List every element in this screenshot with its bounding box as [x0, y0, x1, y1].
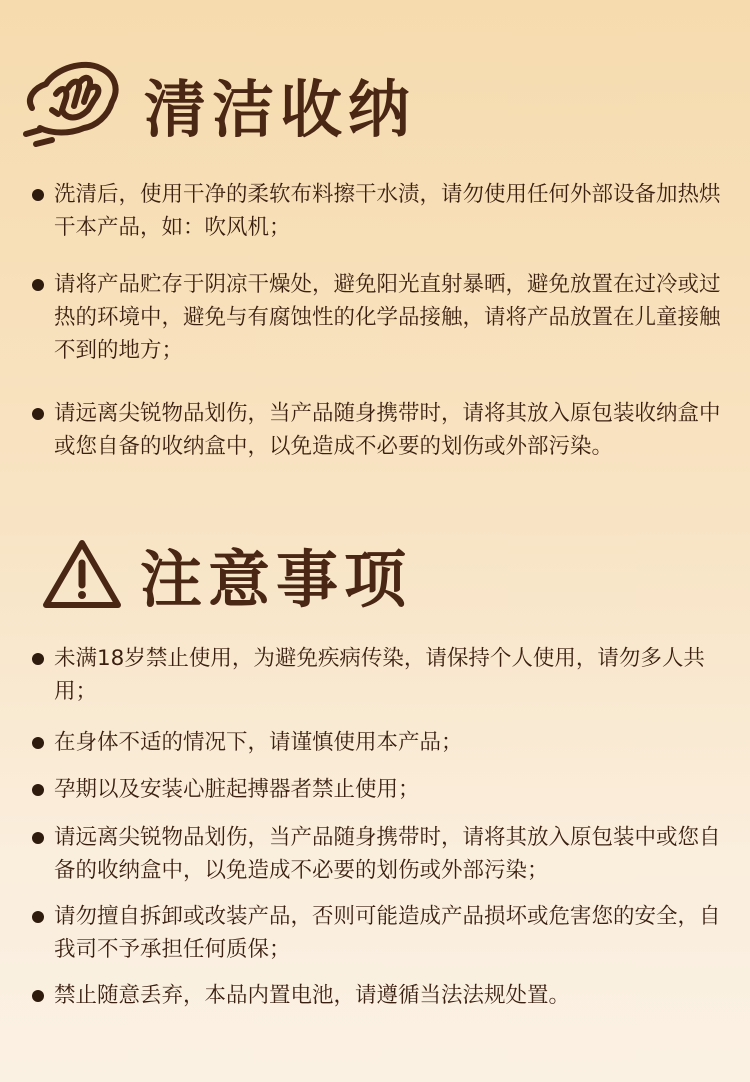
list-item-text: 请勿擅自拆卸或改装产品，否则可能造成产品损坏或危害您的安全，自我司不予承担任何质保；	[54, 904, 721, 962]
bullet-icon	[32, 990, 44, 1002]
list-item-text: 请远离尖锐物品划伤，当产品随身携带时，请将其放入原包装收纳盒中或您自备的收纳盒中，以免造成不必要的划伤或外部污染。	[54, 401, 721, 459]
list-item-text: 未满18岁禁止使用，为避免疾病传染，请保持个人使用，请勿多人共用；	[54, 646, 705, 704]
bullet-icon	[32, 653, 44, 665]
list-item-text: 在身体不适的情况下，请谨慎使用本产品；	[54, 730, 463, 755]
cleaning-storage-title: 清洁收纳	[144, 72, 417, 146]
precautions-title: 注意事项	[140, 543, 413, 616]
list-item-text: 请将产品贮存于阴凉干燥处，避免阳光直射暴晒，避免放置在过冷或过热的环境中，避免与有腐蚀性的化学品接触，请将产品放置在儿童接触不到的地方；	[54, 272, 721, 363]
bullet-icon	[32, 832, 44, 844]
bullet-icon	[32, 737, 44, 749]
bullet-icon	[32, 279, 44, 291]
list-item-text: 请远离尖锐物品划伤，当产品随身携带时，请将其放入原包装中或您自备的收纳盒中，以免造成不必要的划伤或外部污染；	[54, 825, 721, 883]
wiping-hand-icon	[22, 58, 126, 150]
bullet-icon	[32, 189, 44, 201]
list-item-text: 孕期以及安装心脏起搏器者禁止使用；	[54, 777, 420, 802]
cleaning-storage-heading	[22, 58, 416, 150]
bullet-icon	[32, 408, 44, 420]
list-item-text: 洗清后，使用干净的柔软布料擦干水渍，请勿使用任何外部设备加热烘干本产品，如：吹风机；	[54, 182, 721, 240]
bullet-icon	[32, 911, 44, 923]
warning-triangle-icon	[40, 537, 124, 613]
bullet-icon	[32, 784, 44, 796]
list-item-text: 禁止随意丢弃，本品内置电池，请遵循当法法规处置。	[54, 983, 571, 1008]
precautions-heading	[40, 530, 412, 619]
